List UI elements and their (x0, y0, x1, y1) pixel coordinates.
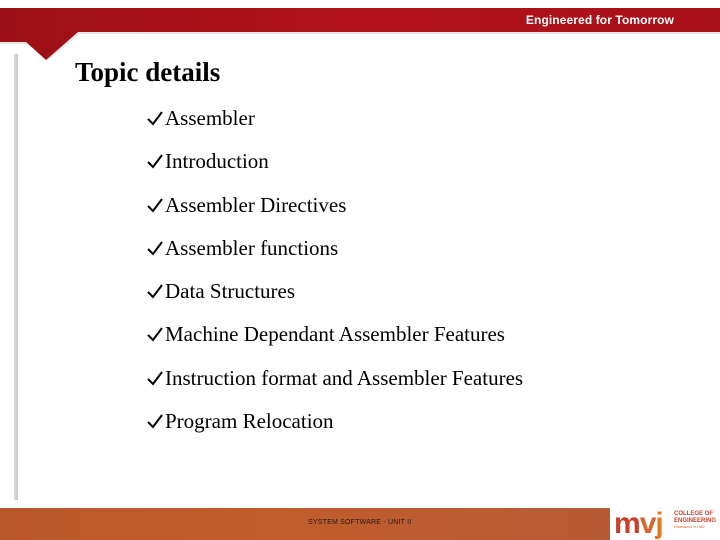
check-icon (146, 412, 164, 430)
logo-letter-j: j (655, 508, 663, 540)
list-item-label: Data Structures (165, 279, 296, 303)
logo-line-1: COLLEGE OF (674, 511, 713, 517)
logo-line-2: ENGINEERING (674, 517, 717, 524)
list-item-label: Instruction format and Assembler Features (165, 366, 524, 390)
logo-line-3: Established in 1982 (674, 525, 705, 529)
list-item (146, 279, 295, 304)
footer-text: SYSTEM SOFTWARE - UNIT II (308, 519, 412, 526)
list-item-label: Assembler functions (165, 236, 339, 260)
check-icon (146, 196, 164, 214)
list-item-label: Assembler (165, 106, 255, 130)
slide-title: Topic details (75, 57, 221, 87)
footer-band (0, 508, 720, 540)
list-item-label: Machine Dependant Assembler Features (165, 322, 505, 346)
list-item (146, 193, 346, 218)
check-icon (146, 109, 164, 127)
left-frame-line (14, 54, 18, 500)
header-band-shape (0, 0, 720, 60)
list-item (146, 149, 269, 174)
list-item-label: Introduction (165, 149, 269, 173)
list-item (146, 322, 505, 347)
header-tagline: Engineered for Tomorrow (525, 13, 674, 27)
list-item (146, 366, 523, 391)
list-item-label: Assembler Directives (165, 193, 347, 217)
header-band (0, 0, 720, 60)
list-item (146, 236, 338, 261)
check-icon (146, 369, 164, 387)
check-icon (146, 152, 164, 170)
check-icon (146, 282, 164, 300)
list-item-label: Program Relocation (165, 409, 334, 433)
list-item (146, 106, 255, 131)
logo-letter-m: m (614, 508, 640, 540)
check-icon (146, 239, 164, 257)
logo-letter-v: v (639, 508, 656, 540)
college-logo (612, 508, 720, 540)
check-icon (146, 325, 164, 343)
footer-bar (0, 508, 610, 540)
list-item (146, 409, 334, 434)
logo-mark (614, 508, 663, 540)
logo-text (674, 511, 716, 531)
